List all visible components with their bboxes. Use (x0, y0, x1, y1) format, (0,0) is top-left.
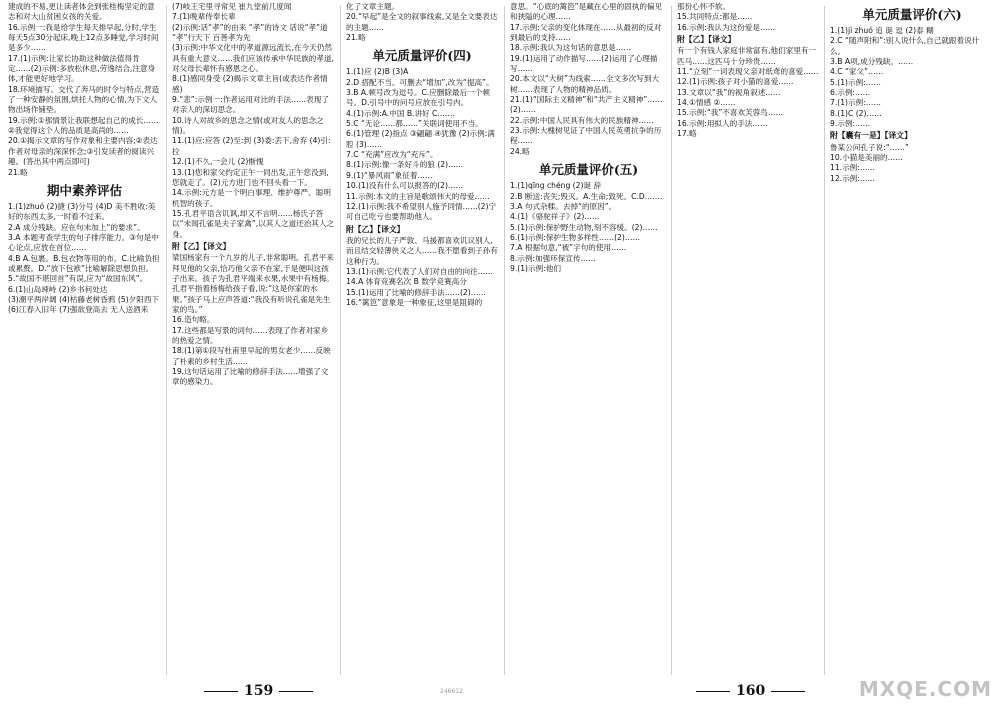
column-divider (504, 6, 505, 675)
answer-item: 7.C “充满”应改为“充斥”。 (346, 150, 438, 160)
answer-item: 13.文章以“我”的视角叙述…… (677, 87, 781, 97)
answer-item: 20.①揭示文章的写作对象和主要内容;②表达作者对母亲的深深怀念;③引发读者的阅读兴趣。(答出其中两点即可) (8, 136, 158, 167)
answer-item: 13.(1)您和家父约定正午一同出发,正午您没到,您就走了。(2)元方进门也不回头看一下。 (172, 167, 329, 187)
translation-subheading: 附【乙】【译文】 (677, 35, 736, 45)
answer-item: 9.(1)“暴风雨”象征着…… (346, 170, 433, 180)
answer-item: 6.示例:…… (830, 88, 871, 98)
answer-item: 24.略 (510, 146, 530, 156)
answer-item: 1.(1)应 (2)B (3)A (346, 67, 409, 77)
answer-item: 10.诗人对故乡的思念之情(或对友人的思念之情)。 (172, 115, 324, 136)
answer-item: 2.A 成分残缺。应在句末加上“的要求”。 (8, 222, 145, 232)
answer-item: 13.(1)示例:它代表了人们对自由的向往…… (346, 266, 493, 276)
answer-item: 梁国杨家有一个九岁的儿子,非常聪明。孔君平来拜见他的父亲,恰巧他父亲不在家,于是便叫这孩子出来。孩子为孔君平端来水果,水果中有杨梅。孔君平指着杨梅给孩子看,说:“这是你家的水果。”孩子马上应声答道:“我没有听说孔雀是先生家的鸟。” (172, 253, 334, 314)
answer-item: 8.(1)示例:像一条好斗的狼 (2)…… (346, 160, 464, 170)
answer-item: 21.(1)“国际主义精神”和“共产主义精神”……(2)…… (510, 95, 663, 115)
answer-item: 17.略 (677, 129, 697, 139)
answer-item: 2.B 断送:丧失;毁灭。A.生命;致死。C.D.…… (510, 191, 663, 201)
answer-item: 4.B A.包裹。B.包衣物等用的布。C.比喻负担或累赘。D.“放下包袱”比喻解除思想负担。 (8, 253, 160, 273)
answer-item: 8.(1)C (2)…… (830, 108, 882, 118)
answer-item: 23.示例:大槐树见证了中国人民英勇抗争的历程…… (510, 126, 662, 146)
answer-item: 4.(1)《骆驼祥子》(2)…… (510, 212, 600, 222)
column-divider (824, 6, 825, 675)
answer-item: 2.C “随声附和”:别人说什么,自己就跟着说什么。 (830, 36, 980, 56)
answer-item: 5.“故国不堪回首”有误,应为“故国东风”。 (8, 274, 148, 284)
answer-item: 19.这句话运用了比喻的修辞手法……增强了文章的感染力。 (172, 367, 329, 387)
answer-item: 14.示例:元方是一个明白事理、维护尊严、聪明机智的孩子。 (172, 188, 331, 208)
answer-item: 15.共同特点:都是…… (677, 12, 753, 22)
page-number-right: 160 (690, 683, 811, 699)
answer-item: 8.示例:加强环保宣传…… (510, 253, 596, 263)
answer-item: 1.(1)qīng chéng (2)诞 辞 (510, 181, 602, 191)
answer-item: 12.示例:…… (830, 173, 876, 183)
answer-item: 20.“早起”是全文的叙事线索,又是全文要表达的主题…… (346, 12, 498, 32)
answer-item: 11.(1)应:应答 (2)至:到 (3)委:丢下,舍弃 (4)引:拉 (172, 136, 331, 156)
answer-item: 16.“篱笆”意象是一种象征,这里是阻碍的 (346, 297, 483, 307)
text-column (510, 2, 667, 678)
answer-item: 那份心怀不软。 (677, 2, 731, 11)
answer-item: (7)岐王宅里寻常见 崔九堂前几度闻 (172, 2, 292, 11)
answer-item: 建成的不易,更让读者体会到张桂梅坚定的意志和对大山贫困女孩的关爱。 (8, 2, 155, 22)
column-divider (340, 6, 341, 675)
watermark: MXQE.COM (858, 677, 992, 701)
answer-item: 11.“立刻”一词表现父亲对纸鸢的喜爱…… (677, 67, 819, 77)
answer-item: 4.C “家父”…… (830, 67, 884, 77)
answer-item: 化了文章主题。 (346, 2, 400, 11)
answer-item: 1.(1)jì zhuó 追 诞 逗 (2)泰 糊 (830, 26, 934, 35)
answer-item: 9.“悲”:示例一:作者运用对比的手法……表现了对亲人的深切思念。 (172, 95, 329, 115)
answer-item: 9.(1)示例:他们 (510, 263, 561, 273)
answer-item: (2)示例:话“孝”的由来 “孝”的诗文 话说“孝”道 “孝”行天下 百善孝为先 (172, 22, 328, 43)
answer-item: 17.示例:父亲的变化体现在……从最初的反对到最后的支持…… (510, 22, 662, 43)
answer-item: 我的兄长的儿子严敦、马援都喜欢讥议别人,而且结交轻薄侠义之人……我不愿看到子孙有这种行为。 (346, 235, 498, 266)
answer-item: 10.(1)没有什么可以报答的(2)…… (346, 181, 464, 191)
column-divider (166, 6, 167, 675)
answer-item: 12.(1)示例:孩子对小猫的喜爱…… (677, 77, 794, 87)
answer-item: 6.(1)示例:保护生物多样性……(2)…… (510, 232, 641, 242)
answer-item: 14.①情感 ②…… (677, 98, 736, 108)
translation-subheading: 附【乙】【译文】 (346, 224, 405, 234)
answer-item: 18.(1)第①段写杜甫里早起的男女老少……反映了朴素的乡村生活…… (172, 346, 331, 366)
translation-subheading: 附【囊有一是】【译文】 (830, 131, 912, 141)
answer-item: 19.(1)运用了动作描写……(2)运用了心理描写…… (510, 53, 658, 74)
answer-item: (3)潮平两岸阔 (4)枯藤老树昏鸦 (5)夕阳西下 (6)江春入旧年 (7)强欲登高去 无人送酒来 (8, 294, 160, 315)
answer-item: 3.A 本题考查学生的句子排序能力。③句是中心论点,应放在首位…… (8, 232, 159, 253)
answer-item: 15.(1)运用了比喻的修辞手法……(2)…… (346, 287, 486, 297)
answer-item: 10.小猫是美丽的…… (830, 153, 903, 163)
text-column (346, 2, 498, 678)
answer-item: 5.C “无论……都……”关联词使用不当。 (346, 119, 483, 129)
answer-item: 16.造句略。 (172, 315, 215, 325)
answer-item: 14.A 体育竞赛名次 B 数学竞赛高分 (346, 277, 467, 287)
answer-item: 7.(1)示例:…… (830, 98, 881, 108)
answer-item: 18.示例:我认为这句话的意思是…… (510, 43, 631, 53)
answer-item: 意思。“心底的篱笆”是藏在心里的固执的偏见和狭隘的心理…… (510, 2, 663, 22)
answer-item: 鲁某公问孔子说:“……” (830, 142, 909, 152)
answer-item: 6.(1)管理 (2)指点 ③翩翩 ④犹豫 (2)示例:满腔 (3)…… (346, 129, 495, 149)
answer-item: 5.(1)示例:保护野生动物,刻不容缓。(2)…… (510, 222, 658, 232)
section-heading: 单元质量评价(四) (372, 48, 472, 64)
text-column (8, 2, 161, 678)
text-column (172, 2, 335, 678)
page-number-left: 159 (198, 683, 319, 699)
text-column (677, 2, 820, 678)
answer-item: 12.(1)不久,一会儿 (2)惭愧 (172, 157, 264, 167)
answer-item: 12.(1)示例:我不希望别人施予同情……(2)宁可自己吃亏也要帮助他人。 (346, 201, 497, 222)
answer-item: 1.(1)zhuó (2)捷 (3)分号 (4)D 美不胜收:美好的东西太多,一时看不过来。 (8, 201, 156, 222)
answer-item: (3)示例:中华文化中的孝道源远流长,在今天仍然具有重大意义……我们应该传承中华民族的孝道,对父母长辈怀有感恩之心。 (172, 43, 334, 74)
answer-item: 16.示例:用拟人的手法…… (677, 118, 768, 128)
answer-item: 有一个有钱人家庭非常富有,他们家里有一匹马……这匹马十分珍贵…… (677, 46, 817, 66)
answer-item: 6.(1)山岛竦峙 (2)乡书何处达 (8, 284, 108, 294)
answer-item: 9.示例:…… (830, 119, 871, 129)
answer-item: 11.示例:本文的主旨是歌颂伟大的母爱…… (346, 191, 490, 201)
column-divider (671, 6, 672, 675)
answer-item: 4.(1)示例:A.中国 B.讲好 C.…… (346, 108, 455, 118)
text-column (830, 2, 994, 678)
answer-item: 21.略 (8, 167, 28, 177)
answer-item: 17.这些都是写景的词句……表现了作者对家乡的热爱之情。 (172, 325, 329, 345)
answer-item: 3.B A.顿号改为逗号。C.应删除最后一个顿号。D.引号中的问号应放在引号内。 (346, 88, 490, 108)
answer-item: 17.(1)示例:让家长协助这种做法值得肯定……(2)示例:多放松休息,劳逸结合,注意身体,才能更好地学习。 (8, 53, 156, 84)
section-heading: 单元质量评价(六) (862, 7, 962, 22)
answer-item: 3.B A项,成分残缺。…… (830, 57, 914, 67)
answer-item: 7.(1)晚辈侍奉长辈 (172, 12, 236, 22)
answer-item: 11.示例:…… (830, 163, 876, 173)
answer-item: 2.D 搭配不当。可删去“增加”,改为“提高”。 (346, 77, 494, 87)
answer-item: 19.示例:①那情景让我联想起自己的成长……②我觉得这个人的品质是高尚的…… (8, 115, 159, 136)
answer-item: 16.示例:我认为这份爱是…… (677, 22, 776, 32)
answer-item: 18.环境描写。交代了奔马的时令与特点,营造了一种安静的氛围,烘托人物的心情,为下文人物出场作铺垫。 (8, 84, 160, 115)
answer-item: 20.本文以“大树”为线索……全文多次写到大树……表现了人物的精神品质。 (510, 74, 660, 94)
answer-item: 3.A 句式杂糅。去掉“的原因”。 (510, 201, 617, 211)
answer-item: 8.(1)感同身受 (2)揭示文章主旨(或表达作者情感) (172, 74, 328, 94)
answer-item: 22.示例:中国人民具有伟大的民族精神…… (510, 115, 654, 125)
answer-item: 7.A 根据句意,“被”字句的使用…… (510, 243, 627, 253)
section-heading: 单元质量评价(五) (538, 162, 639, 178)
answer-item: 16.示例一:我是给学生每天排早起,分时,学生每天5点30分起床,晚上12点多睡觉,学习时间是多少…… (8, 22, 159, 53)
section-heading: 期中素养评估 (46, 182, 122, 198)
footer-code: 246612 (440, 688, 463, 695)
answer-item: 15.孔君平语含讥讽,却又不言明……杨氏子答以“未闻孔雀是夫子家禽”,以其人之道还治其人之身。 (172, 208, 335, 239)
answer-item: 15.示例:“我”不喜欢芙蓉鸟…… (677, 108, 784, 118)
translation-subheading: 附【乙】【译文】 (172, 241, 231, 251)
answer-item: 5.(1)示例:…… (830, 77, 881, 87)
answer-item: 21.略 (346, 33, 366, 43)
